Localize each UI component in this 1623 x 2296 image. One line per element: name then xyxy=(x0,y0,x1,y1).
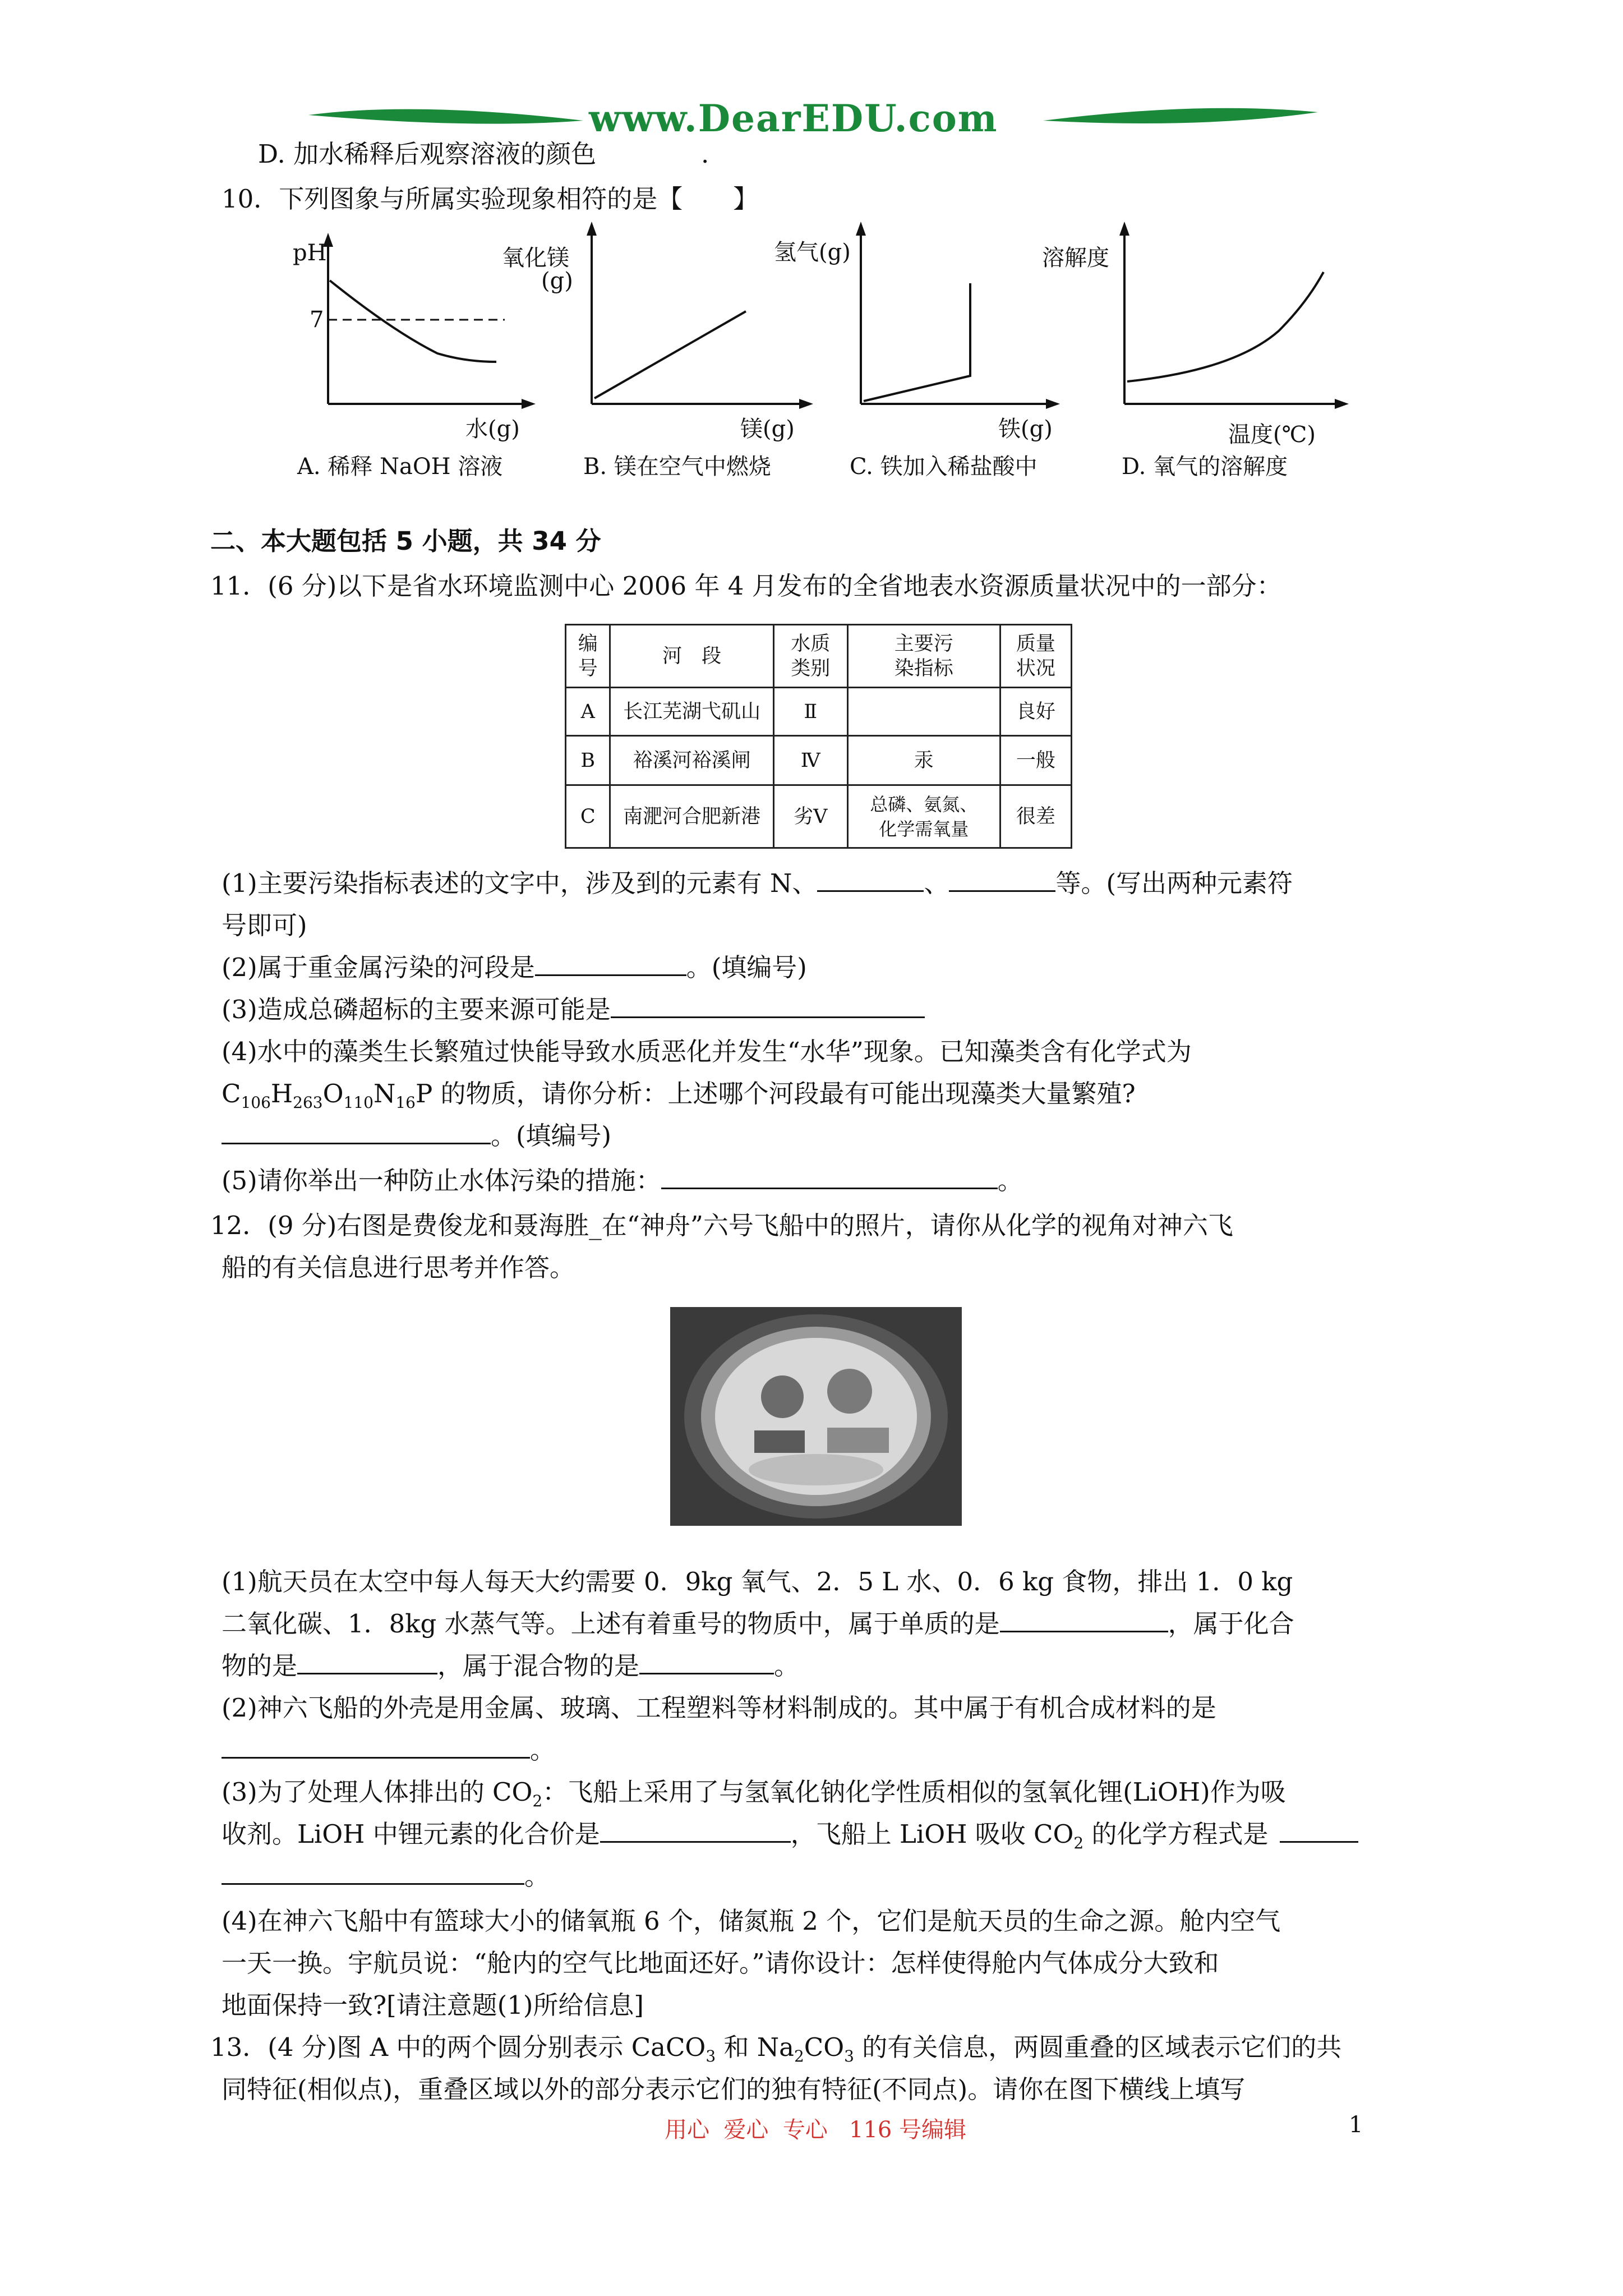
graph-d-curve xyxy=(1127,272,1324,381)
table-cell xyxy=(610,736,773,785)
q12-part1-cont-tail: ，属于化合 xyxy=(1168,1609,1294,1639)
option-d-line xyxy=(258,137,596,171)
question-13-cont xyxy=(222,2073,1245,2106)
cell-text: B xyxy=(580,749,596,772)
graph-d-ylabel: 溶解度 xyxy=(1042,245,1109,271)
answer-blank[interactable] xyxy=(639,1650,774,1674)
table-cell xyxy=(773,736,847,785)
table-header-cell xyxy=(566,625,610,688)
answer-blank[interactable] xyxy=(949,868,1055,892)
table-header-cell xyxy=(773,625,847,688)
q12-part2-answer xyxy=(222,1733,555,1767)
cell-text: 南淝河合肥新港 xyxy=(623,805,761,828)
question-11 xyxy=(210,569,1282,603)
q11-part1 xyxy=(222,867,1293,900)
graph-b-xlabel: 镁(g) xyxy=(740,416,795,442)
q12-part1-cont xyxy=(222,1607,1294,1641)
q12-part1-cont2-text: 物的是 xyxy=(222,1651,298,1681)
logo-text: www.DearEDU.com xyxy=(589,96,998,140)
q11-part5 xyxy=(222,1164,1023,1198)
graphs-row xyxy=(280,219,1396,488)
q11-part3-text: (3)造成总磷超标的主要来源可能是 xyxy=(222,995,611,1024)
cell-text: A xyxy=(580,700,595,723)
table-cell xyxy=(847,785,1000,848)
q12-part3-text: (3)为了处理人体排出的 CO xyxy=(222,1777,533,1807)
table-cell xyxy=(566,736,610,785)
photo-astronaut-2 xyxy=(827,1369,872,1414)
cell-text: 很差 xyxy=(1016,805,1055,828)
q12-part3-cont xyxy=(222,1818,1358,1860)
q11-part2 xyxy=(222,951,807,984)
table-cell xyxy=(773,688,847,736)
q12-part2 xyxy=(222,1691,1216,1725)
question-12-cont-text: 船的有关信息进行思考并作答。 xyxy=(222,1253,575,1282)
formula-o: O xyxy=(322,1079,344,1108)
graph-a-curve xyxy=(330,280,496,362)
q11-part3 xyxy=(222,993,925,1027)
q11-part2-text: (2)属于重金属污染的河段是 xyxy=(222,953,535,982)
graph-b-line xyxy=(594,311,746,398)
graph-b-ylabel: 氧化镁 xyxy=(502,245,569,271)
formula-sub: 2 xyxy=(794,2047,804,2065)
q12-part4-cont2-text: 地面保持一致?[请注意题(1)所给信息] xyxy=(222,1990,644,2020)
q12-part3-text2: ：飞船上采用了与氢氧化钠化学性质相似的氢氧化锂(LiOH)作为吸 xyxy=(542,1777,1286,1807)
water-quality-table xyxy=(565,624,1072,849)
th-no: 编 号 xyxy=(578,632,598,680)
answer-blank[interactable] xyxy=(611,994,925,1018)
graph-a-x-arrow xyxy=(522,399,536,409)
table-cell xyxy=(610,785,773,848)
graph-b-x-arrow xyxy=(799,399,813,409)
photo-equipment-2 xyxy=(827,1428,889,1453)
dot-mark: . xyxy=(701,139,709,169)
graph-a-ytick: 7 xyxy=(310,307,324,333)
q11-part5-tail: 。 xyxy=(997,1166,1023,1195)
answer-blank[interactable] xyxy=(817,868,924,892)
graph-c-y-arrow xyxy=(856,222,866,236)
graph-d xyxy=(1119,222,1349,409)
option-d-text: D. 加水稀释后观察溶液的颜色 xyxy=(258,139,597,169)
formula-h: H xyxy=(270,1079,293,1108)
formula-sub: 110 xyxy=(343,1093,374,1112)
formula-sub: 3 xyxy=(844,2047,854,2065)
graph-c-caption: C. 铁加入稀盐酸中 xyxy=(850,454,1038,480)
q12-part3 xyxy=(222,1775,1286,1818)
table-header-cell xyxy=(847,625,1000,688)
th-class: 水质 类别 xyxy=(791,632,831,680)
table-cell xyxy=(1000,736,1071,785)
option-d-dot xyxy=(701,137,709,171)
answer-blank[interactable] xyxy=(297,1650,437,1674)
q11-part1-tail: 等。(写出两种元素符 xyxy=(1055,868,1293,898)
answer-blank[interactable] xyxy=(222,1861,524,1885)
answer-blank[interactable] xyxy=(1000,1608,1168,1632)
question-13-cont-text: 同特征(相似点)，重叠区域以外的部分表示它们的独有特征(不同点)。请你在图下横线上填写 xyxy=(222,2074,1246,2104)
q12-part4-cont-text: 一天一换。宇航员说：“舱内的空气比地面还好。”请你设计：怎样使得舱内气体成分大致和 xyxy=(222,1948,1219,1978)
q12-part2-tail: 。 xyxy=(530,1735,556,1765)
separator: 、 xyxy=(924,868,949,898)
th-pollutant: 主要污 染指标 xyxy=(894,632,953,680)
table-cell xyxy=(1000,688,1071,736)
table-cell xyxy=(610,688,773,736)
graph-d-y-arrow xyxy=(1119,222,1129,236)
table-cell xyxy=(847,688,1000,736)
formula-sub: 3 xyxy=(706,2047,716,2065)
question-13-text: 13．(4 分)图 A 中的两个圆分别表示 CaCO xyxy=(210,2032,706,2062)
q12-part3-answer xyxy=(222,1860,550,1893)
question-12-cont xyxy=(222,1251,575,1285)
q11-part4 xyxy=(222,1035,1192,1069)
question-13-text4: 的有关信息，两圆重叠的区域表示它们的共 xyxy=(854,2032,1342,2062)
formula-sub: 2 xyxy=(532,1792,543,1810)
question-13-text3: CO xyxy=(804,2032,845,2062)
graph-c-xlabel: 铁(g) xyxy=(998,416,1053,442)
cell-text: 裕溪河裕溪闸 xyxy=(633,749,751,772)
formula-n: N xyxy=(373,1079,396,1108)
table-cell xyxy=(566,785,610,848)
answer-blank[interactable] xyxy=(1280,1819,1358,1843)
formula-sub: 263 xyxy=(293,1093,323,1112)
graph-a-xlabel: 水(g) xyxy=(465,416,520,442)
table-header-cell xyxy=(610,625,773,688)
q12-part1-cont2 xyxy=(222,1649,799,1683)
table-header-cell xyxy=(1000,625,1071,688)
graph-c-x-arrow xyxy=(1046,399,1060,409)
q11-part1-text: (1)主要污染指标表述的文字中，涉及到的元素有 N、 xyxy=(222,868,818,898)
answer-blank[interactable] xyxy=(535,952,686,976)
page-number: 1 xyxy=(1349,2112,1363,2138)
q11-part5-text: (5)请你举出一种防止水体污染的措施： xyxy=(222,1166,661,1195)
q11-part4-tail: 。(填编号) xyxy=(491,1121,612,1151)
q12-part3-tail: 。 xyxy=(524,1861,550,1891)
q12-part2-text: (2)神六飞船的外壳是用金属、玻璃、工程塑料等材料制成的。其中属于有机合成材料的是 xyxy=(222,1693,1216,1723)
graph-b-caption: B. 镁在空气中燃烧 xyxy=(583,454,771,480)
q12-part1-text: (1)航天员在太空中每人每天大约需要 0．9kg 氧气、2．5 L 水、0．6 kg 食物，排出 1．0 kg xyxy=(222,1567,1293,1596)
formula-c: C xyxy=(222,1079,241,1108)
cell-text: Ⅱ xyxy=(804,700,818,723)
q12-part4-cont xyxy=(222,1947,1219,1980)
th-river: 河 段 xyxy=(662,645,722,668)
graph-a-ylabel: pH xyxy=(293,240,327,266)
q11-part1-cont xyxy=(222,909,307,942)
table-cell xyxy=(566,688,610,736)
question-11-text: 11．(6 分)以下是省水环境监测中心 2006 年 4 月发布的全省地表水资源质量状况中的一部分： xyxy=(210,571,1282,601)
q11-part4-answer xyxy=(222,1119,611,1153)
cell-text: 良好 xyxy=(1016,700,1055,723)
answer-blank[interactable] xyxy=(222,1120,491,1144)
cell-text: C xyxy=(580,805,596,828)
graph-d-x-arrow xyxy=(1335,399,1349,409)
photo-equipment-1 xyxy=(754,1430,805,1453)
q12-part4-cont2 xyxy=(222,1989,644,2022)
spacecraft-photo xyxy=(670,1307,962,1526)
spacecraft-photo-graphic xyxy=(670,1307,962,1526)
graph-c xyxy=(856,222,1060,409)
graph-c-line xyxy=(864,283,970,401)
q12-part1-cont2-mid: ，属于混合物的是 xyxy=(437,1651,640,1681)
answer-blank[interactable] xyxy=(600,1819,791,1843)
formula-sub: 16 xyxy=(395,1093,416,1112)
q12-part3-cont-text: 收剂。LiOH 中锂元素的化合价是 xyxy=(222,1819,600,1849)
q11-part4-text: (4)水中的藻类生长繁殖过快能导致水质恶化并发生“水华”现象。已知藻类含有化学式为 xyxy=(222,1037,1192,1066)
cell-text: Ⅳ xyxy=(800,749,820,772)
cell-text: 长江芜湖弋矶山 xyxy=(623,700,761,723)
table-row xyxy=(566,785,1072,848)
question-10 xyxy=(222,182,758,216)
section-2-text: 二、本大题包括 5 小题，共 34 分 xyxy=(210,526,601,556)
table-row xyxy=(566,736,1072,785)
formula-sub: 2 xyxy=(1073,1834,1084,1852)
footer-text: 用心 爱心 专心 116 号编辑 xyxy=(665,2117,967,2143)
table-cell xyxy=(773,785,847,848)
q11-part4-formula-line xyxy=(222,1077,1136,1120)
cell-text: 劣Ⅴ xyxy=(794,805,828,828)
q12-part3-cont-mid2: 的化学方程式是 xyxy=(1083,1819,1269,1849)
answer-blank[interactable] xyxy=(661,1165,998,1189)
cell-text: 一般 xyxy=(1016,749,1055,772)
cell-text: 汞 xyxy=(914,749,934,772)
graph-b-y-arrow xyxy=(587,222,597,236)
photo-floor-ring xyxy=(749,1454,883,1485)
graph-c-ylabel: 氢气(g) xyxy=(774,240,851,265)
question-12-text: 12．(9 分)右图是费俊龙和聂海胜_在“神舟”六号飞船中的照片，请你从化学的视角对神六飞 xyxy=(210,1211,1233,1240)
formula-tail: P 的物质，请你分析：上述哪个河段最有可能出现藻类大量繁殖? xyxy=(415,1079,1136,1108)
logo-right-swoosh xyxy=(1043,108,1318,123)
table-row xyxy=(566,688,1072,736)
graph-d-xlabel: 温度(℃) xyxy=(1228,422,1316,448)
question-13-text2: 和 Na xyxy=(716,2032,794,2062)
graph-d-caption: D. 氧气的溶解度 xyxy=(1122,454,1288,480)
question-12 xyxy=(210,1209,1233,1243)
cell-text: 总磷、氨氮、 化学需氧量 xyxy=(870,793,978,840)
q12-part4-text: (4)在神六飞船中有篮球大小的储氧瓶 6 个，储氮瓶 2 个，它们是航天员的生命之源。舱内空气 xyxy=(222,1906,1281,1936)
logo-left-swoosh xyxy=(308,109,583,124)
q12-part1-cont-text: 二氧化碳、1．8kg 水蒸气等。上述有着重号的物质中，属于单质的是 xyxy=(222,1609,1000,1639)
th-status: 质量 状况 xyxy=(1016,632,1055,680)
answer-blank[interactable] xyxy=(222,1734,530,1759)
q12-part3-cont-mid: ，飞船上 LiOH 吸收 CO xyxy=(790,1819,1074,1849)
table-cell xyxy=(1000,785,1071,848)
formula-sub: 106 xyxy=(241,1093,271,1112)
question-13 xyxy=(210,2031,1341,2073)
graph-b-ylabel-unit: (g) xyxy=(541,268,573,294)
q12-part1 xyxy=(222,1565,1293,1599)
section-2-title xyxy=(210,524,601,558)
table-header-row xyxy=(566,625,1072,688)
q11-part2-tail: 。(填编号) xyxy=(686,953,807,982)
q11-part1-cont-text: 号即可) xyxy=(222,910,307,940)
table-cell xyxy=(847,736,1000,785)
question-10-text: 10．下列图象与所属实验现象相符的是【 】 xyxy=(222,184,759,214)
graph-a-caption: A. 稀释 NaOH 溶液 xyxy=(297,454,503,480)
q12-part4 xyxy=(222,1904,1280,1938)
photo-astronaut-1 xyxy=(761,1375,804,1418)
q12-part1-cont2-tail: 。 xyxy=(774,1651,800,1681)
